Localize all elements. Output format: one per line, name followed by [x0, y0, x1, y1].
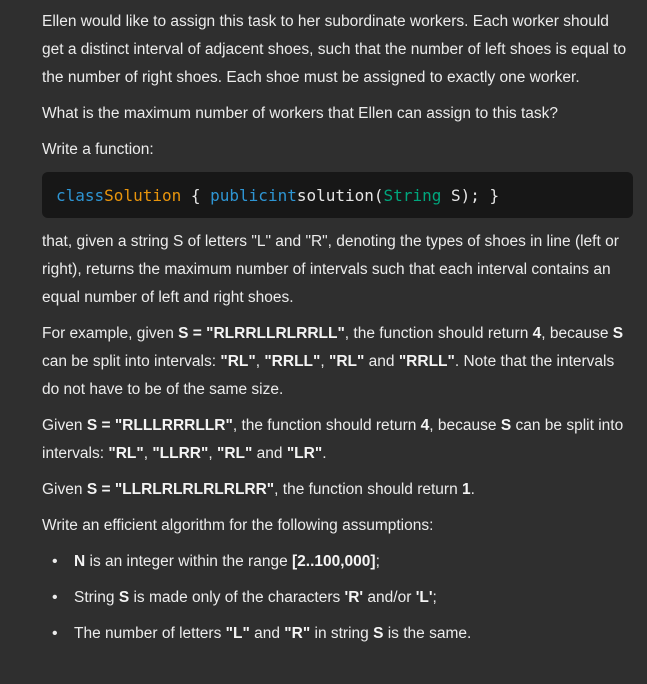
example2-interval-3: "RL" — [216, 445, 253, 462]
example2-comma-1: , — [143, 445, 153, 462]
code-brace-open: { — [181, 185, 211, 205]
example1-interval-3: "RL" — [328, 353, 365, 370]
example2-interval-1: "RL" — [108, 445, 144, 462]
example1-and: and — [364, 353, 399, 370]
paragraph-function-description: that, given a string S of letters "L" and "R", denoting the types of shoes in line (left or right), returns the maximum number of intervals such that each interval contains an equal number of left and right shoes. — [42, 233, 619, 306]
code-function-name: solution — [296, 185, 374, 205]
example1-comma-2: , — [320, 353, 329, 370]
example2-comma-2: , — [208, 445, 217, 462]
example2-interval-2: "LLRR" — [152, 445, 209, 462]
example1-interval-1: "RL" — [220, 353, 256, 370]
example1-interval-4: "RRLL" — [398, 353, 455, 370]
assumption3-s: S — [373, 625, 384, 642]
assumption2-text-2: is made only of the characters — [129, 589, 345, 606]
assumption3-letter-r: "R" — [284, 625, 311, 642]
example1-text-3: , because — [541, 325, 613, 342]
example2-text-3: , because — [429, 417, 501, 434]
assumption1-n: N — [74, 553, 86, 570]
assumption1-text-1: is an integer within the range — [85, 553, 292, 570]
paragraph-example-2 — [42, 412, 627, 468]
assumption2-text-4: ; — [432, 589, 437, 606]
example2-return-value: 4 — [420, 417, 430, 434]
paragraph-example-3 — [42, 476, 627, 504]
example3-input: S = "LLRLRLRLRLRLRR" — [86, 481, 275, 498]
list-item — [42, 584, 627, 612]
example2-text-4: can be split into intervals: — [42, 417, 624, 462]
example1-text-4: can be split into intervals: — [42, 353, 221, 370]
list-item — [42, 620, 627, 648]
example3-return-value: 1 — [462, 481, 471, 498]
example2-s: S — [500, 417, 512, 434]
paragraph-question: What is the maximum number of workers that Ellen can assign to this task? — [42, 105, 559, 122]
example2-interval-4: "LR" — [286, 445, 323, 462]
code-class-name: Solution — [104, 185, 182, 205]
code-keyword-public: public — [210, 185, 268, 205]
assumption3-text-3: in string — [310, 625, 374, 642]
assumption2-text-3: and/or — [363, 589, 416, 606]
assumption2-text-1: String — [74, 589, 119, 606]
example1-return-value: 4 — [532, 325, 542, 342]
problem-statement — [42, 8, 627, 656]
example1-interval-2: "RRLL" — [264, 353, 321, 370]
example2-input: S = "RLLLRRRLLR" — [86, 417, 233, 434]
code-end: ); } — [460, 185, 500, 205]
bullet-icon: • — [52, 625, 58, 642]
code-paren-open: ( — [373, 185, 384, 205]
paragraph-write-function: Write a function: — [42, 141, 154, 158]
example1-text-1: For example, given — [42, 325, 179, 342]
assumption3-text-4: is the same. — [383, 625, 472, 642]
example2-text-5: . — [322, 445, 327, 462]
code-type-string: String — [383, 185, 442, 205]
code-keyword-class: class — [56, 185, 105, 205]
assumption2-char-r: 'R' — [344, 589, 364, 606]
example1-text-5: . Note that the intervals do not have to be of the same size. — [42, 353, 615, 398]
paragraph-assumptions-intro: Write an efficient algorithm for the following assumptions: — [42, 517, 434, 534]
paragraph-example-1 — [42, 320, 627, 404]
example3-text-1: Given — [42, 481, 87, 498]
code-param: S — [441, 185, 461, 205]
assumption3-letter-l: "L" — [225, 625, 250, 642]
example3-text-3: . — [470, 481, 475, 498]
assumption1-text-2: ; — [375, 553, 380, 570]
assumption2-char-l: 'L' — [415, 589, 433, 606]
example1-comma-1: , — [255, 353, 265, 370]
bullet-icon: • — [52, 589, 58, 606]
example2-and: and — [252, 445, 287, 462]
assumption3-text-2: and — [249, 625, 285, 642]
example1-input: S = "RLRRLLRLRRLL" — [178, 325, 345, 342]
paragraph-task-assignment: Ellen would like to assign this task to her subordinate workers. Each worker should get a distinct interval of adjacent shoes, such that the number of left shoes is equal to the number of right shoes. Each shoe must be assigned to exactly one worker. — [42, 13, 627, 86]
assumptions-list — [42, 548, 627, 648]
code-keyword-int: int — [267, 185, 297, 205]
bullet-icon: • — [52, 553, 58, 570]
assumption1-range: [2..100,000] — [292, 553, 376, 570]
assumption2-s: S — [118, 589, 130, 606]
example1-text-2: , the function should return — [344, 325, 533, 342]
example2-text-2: , the function should return — [232, 417, 421, 434]
list-item — [42, 548, 627, 576]
assumption3-text-1: The number of letters — [74, 625, 226, 642]
code-block[interactable] — [42, 172, 633, 218]
example3-text-2: , the function should return — [274, 481, 462, 498]
example1-s: S — [612, 325, 624, 342]
example2-text-1: Given — [42, 417, 87, 434]
